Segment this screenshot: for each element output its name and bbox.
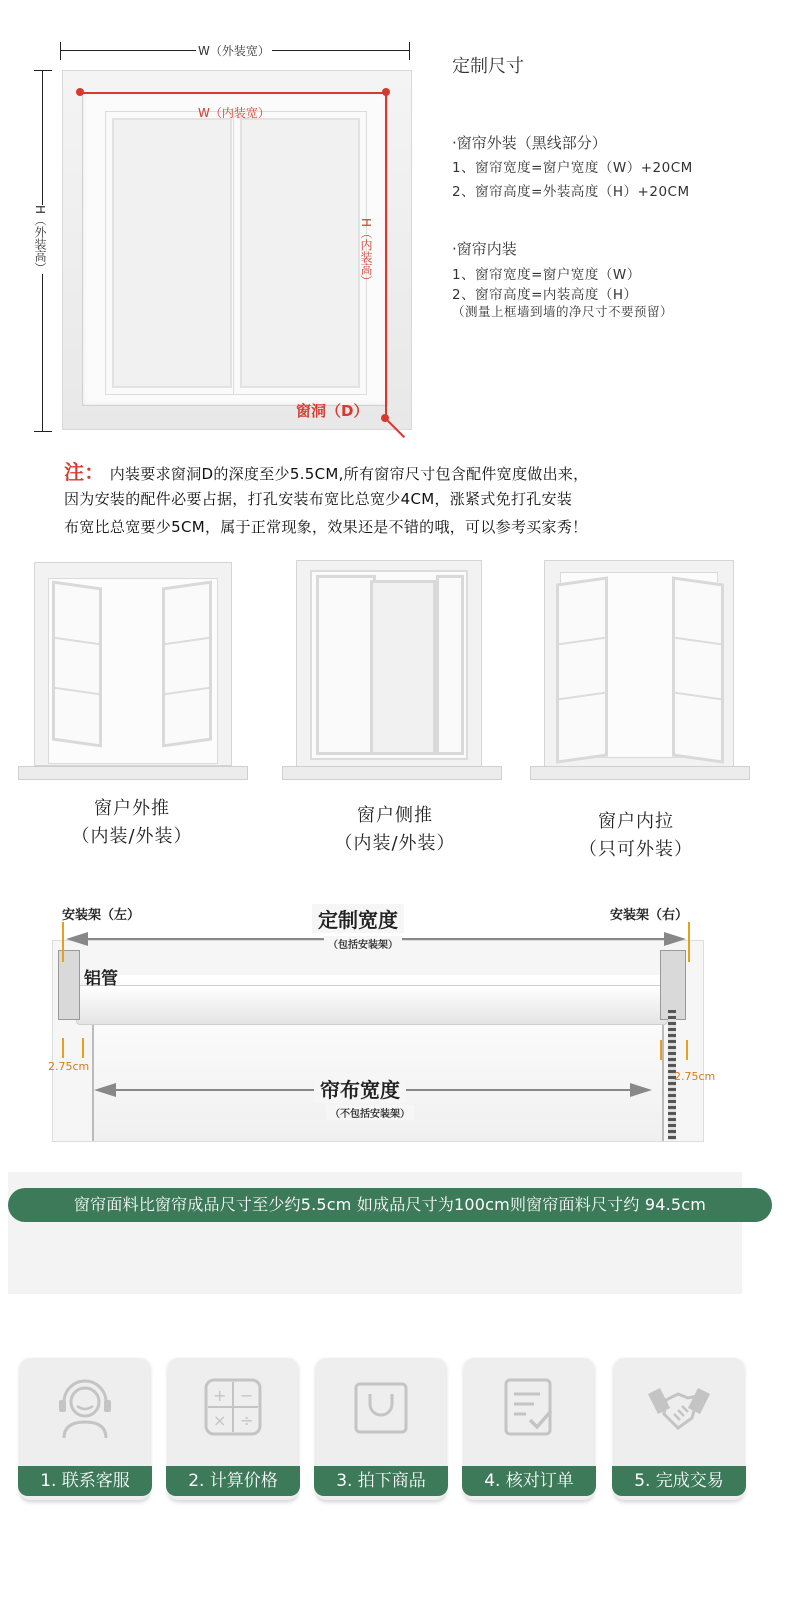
svg-text:+: + — [213, 1386, 227, 1405]
install-note-line-1 — [64, 456, 588, 485]
inner-install-heading: ·窗帘内装 — [452, 240, 517, 258]
aluminium-tube — [76, 985, 668, 1025]
custom-width-label: 定制宽度 — [312, 904, 404, 933]
window-type-sliding-name: 窗户侧推 — [357, 805, 433, 826]
outer-install-heading: ·窗帘外装（黑线部分） — [452, 134, 607, 152]
note-text-1: 内装要求窗洞D的深度至少5.5CM,所有窗帘尺寸包含配件宽度做出来， — [109, 465, 589, 483]
bracket-left-label: 安装架（左） — [62, 908, 141, 923]
inner-install-line-2: 2、窗帘高度=内装高度（H） — [452, 287, 638, 303]
step-calculate-price[interactable] — [168, 1358, 298, 1500]
step-1-label: 1. 联系客服 — [18, 1466, 152, 1496]
outer-install-line-2: 2、窗帘高度=外装高度（H）+20CM — [452, 184, 690, 200]
step-contact-service[interactable] — [20, 1358, 150, 1500]
custom-width-sub-label: （包括安装架） — [324, 936, 402, 951]
step-5-label: 5. 完成交易 — [612, 1466, 746, 1496]
window-type-inward-name: 窗户内拉 — [598, 811, 674, 832]
recess-label: 窗洞（D） — [296, 402, 369, 420]
bracket-right-label: 安装架（右） — [610, 908, 689, 923]
outer-install-line-1: 1、窗帘宽度=窗户宽度（W）+20CM — [452, 160, 693, 176]
step-3-label: 3. 拍下商品 — [314, 1466, 448, 1496]
step-place-order[interactable] — [316, 1358, 446, 1500]
inner-install-note: （测量上框墙到墙的净尺寸不要预留） — [452, 304, 674, 319]
window-type-outward-name: 窗户外推 — [94, 798, 170, 819]
install-note-line-2: 因为安装的配件必要占据，打孔安装布宽比总宽少4CM，涨紧式免打孔安装 — [64, 490, 573, 508]
svg-text:÷: ÷ — [240, 1411, 254, 1430]
customer-service-icon — [50, 1372, 120, 1442]
gap-right-label: 2.75cm — [674, 1070, 716, 1083]
handshake-icon — [644, 1372, 714, 1442]
window-type-outward-caption — [22, 795, 242, 851]
window-type-inward-install: （只可外装） — [579, 839, 693, 860]
window-type-sliding-caption — [285, 802, 505, 858]
order-check-icon — [494, 1372, 564, 1442]
window-type-outward-install: （内装/外装） — [71, 826, 193, 847]
window-type-inward-caption — [526, 808, 746, 864]
window-type-sliding-install: （内装/外装） — [334, 833, 456, 854]
step-complete-deal[interactable] — [614, 1358, 744, 1500]
fabric-width-label: 帘布宽度 — [314, 1074, 406, 1103]
window-pane-left — [112, 118, 232, 388]
fabric-size-banner: 窗帘面料比窗帘成品尺寸至少约5.5cm 如成品尺寸为100cm则窗帘面料尺寸约 94.5cm — [8, 1188, 772, 1222]
outer-height-label: H（外装高） — [33, 205, 47, 275]
gap-left-label: 2.75cm — [48, 1060, 90, 1073]
fabric-width-sub-label: （不包括安装架） — [326, 1105, 414, 1120]
tube-label: 铝管 — [84, 969, 118, 989]
spec-title: 定制尺寸 — [452, 56, 524, 77]
svg-text:−: − — [240, 1386, 254, 1405]
step-check-order[interactable] — [464, 1358, 594, 1500]
inner-install-line-1: 1、窗帘宽度=窗户宽度（W） — [452, 267, 641, 283]
step-4-label: 4. 核对订单 — [462, 1466, 596, 1496]
shopping-bag-icon — [346, 1372, 416, 1442]
inner-height-label: H（内装高） — [359, 218, 373, 288]
note-tag: 注： — [64, 460, 105, 484]
inner-width-label: W（内装宽） — [198, 106, 270, 120]
calculator-icon — [198, 1372, 268, 1442]
outer-width-label: W（外装宽） — [198, 44, 270, 58]
svg-text:×: × — [213, 1411, 227, 1430]
install-note-line-3: 布宽比总宽要少5CM，属于正常现象，效果还是不错的哦，可以参考买家秀！ — [64, 518, 588, 536]
window-pane-right — [240, 118, 360, 388]
step-2-label: 2. 计算价格 — [166, 1466, 300, 1496]
